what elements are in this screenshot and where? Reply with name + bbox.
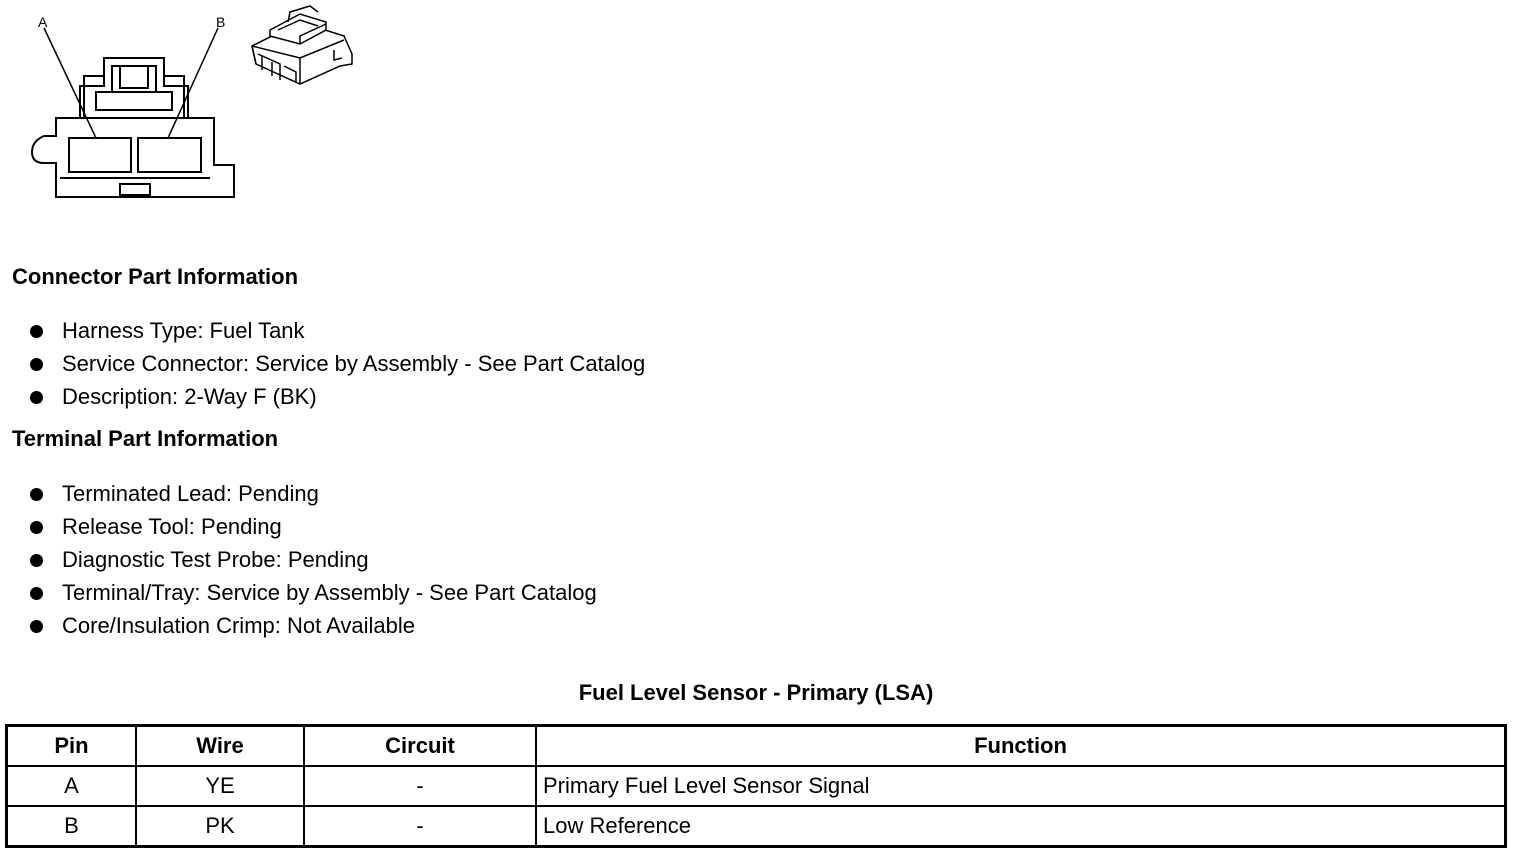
connector-isometric-view	[252, 6, 352, 84]
column-header-function: Function	[536, 726, 1506, 767]
pinout-table	[5, 724, 1507, 848]
pin-label-a: A	[38, 14, 48, 30]
list-item-text: Service Connector: Service by Assembly - See Part Catalog	[62, 351, 646, 376]
bullet-icon	[30, 620, 43, 633]
connector-part-info-heading: Connector Part Information	[12, 264, 299, 289]
bullet-icon	[30, 488, 43, 501]
bullet-icon	[30, 554, 43, 567]
table-row	[7, 806, 1506, 847]
terminal-part-info-heading: Terminal Part Information	[12, 426, 279, 451]
list-item-text: Diagnostic Test Probe: Pending	[62, 547, 369, 572]
bullet-icon	[30, 521, 43, 534]
cavity-b	[138, 138, 201, 172]
cell-circuit: -	[304, 766, 536, 806]
list-item-text: Harness Type: Fuel Tank	[62, 318, 305, 343]
pin-b-leader	[168, 28, 218, 138]
bullet-icon	[30, 325, 43, 338]
column-header-pin: Pin	[7, 726, 137, 767]
list-item-text: Release Tool: Pending	[62, 514, 282, 539]
cell-circuit: -	[304, 806, 536, 847]
bullet-icon	[30, 358, 43, 371]
list-item-text: Description: 2-Way F (BK)	[62, 384, 317, 409]
column-header-circuit: Circuit	[304, 726, 536, 767]
cell-wire: YE	[136, 766, 304, 806]
connector-diagram	[0, 0, 380, 215]
cell-wire: PK	[136, 806, 304, 847]
table-row	[7, 766, 1506, 806]
pin-label-b: B	[216, 14, 226, 30]
cavity-a	[69, 138, 131, 172]
list-item-text: Terminal/Tray: Service by Assembly - See Part Catalog	[62, 580, 597, 605]
bullet-icon	[30, 587, 43, 600]
pin-a-leader	[44, 28, 96, 138]
bullet-icon	[30, 391, 43, 404]
list-item-text: Terminated Lead: Pending	[62, 481, 319, 506]
cell-pin: B	[7, 806, 137, 847]
cell-function: Low Reference	[536, 806, 1506, 847]
table-header-row	[7, 726, 1506, 767]
list-item-text: Core/Insulation Crimp: Not Available	[62, 613, 415, 638]
cell-function: Primary Fuel Level Sensor Signal	[536, 766, 1506, 806]
column-header-wire: Wire	[136, 726, 304, 767]
connector-body-outline	[32, 118, 234, 197]
cell-pin: A	[7, 766, 137, 806]
table-title: Fuel Level Sensor - Primary (LSA)	[578, 680, 934, 705]
